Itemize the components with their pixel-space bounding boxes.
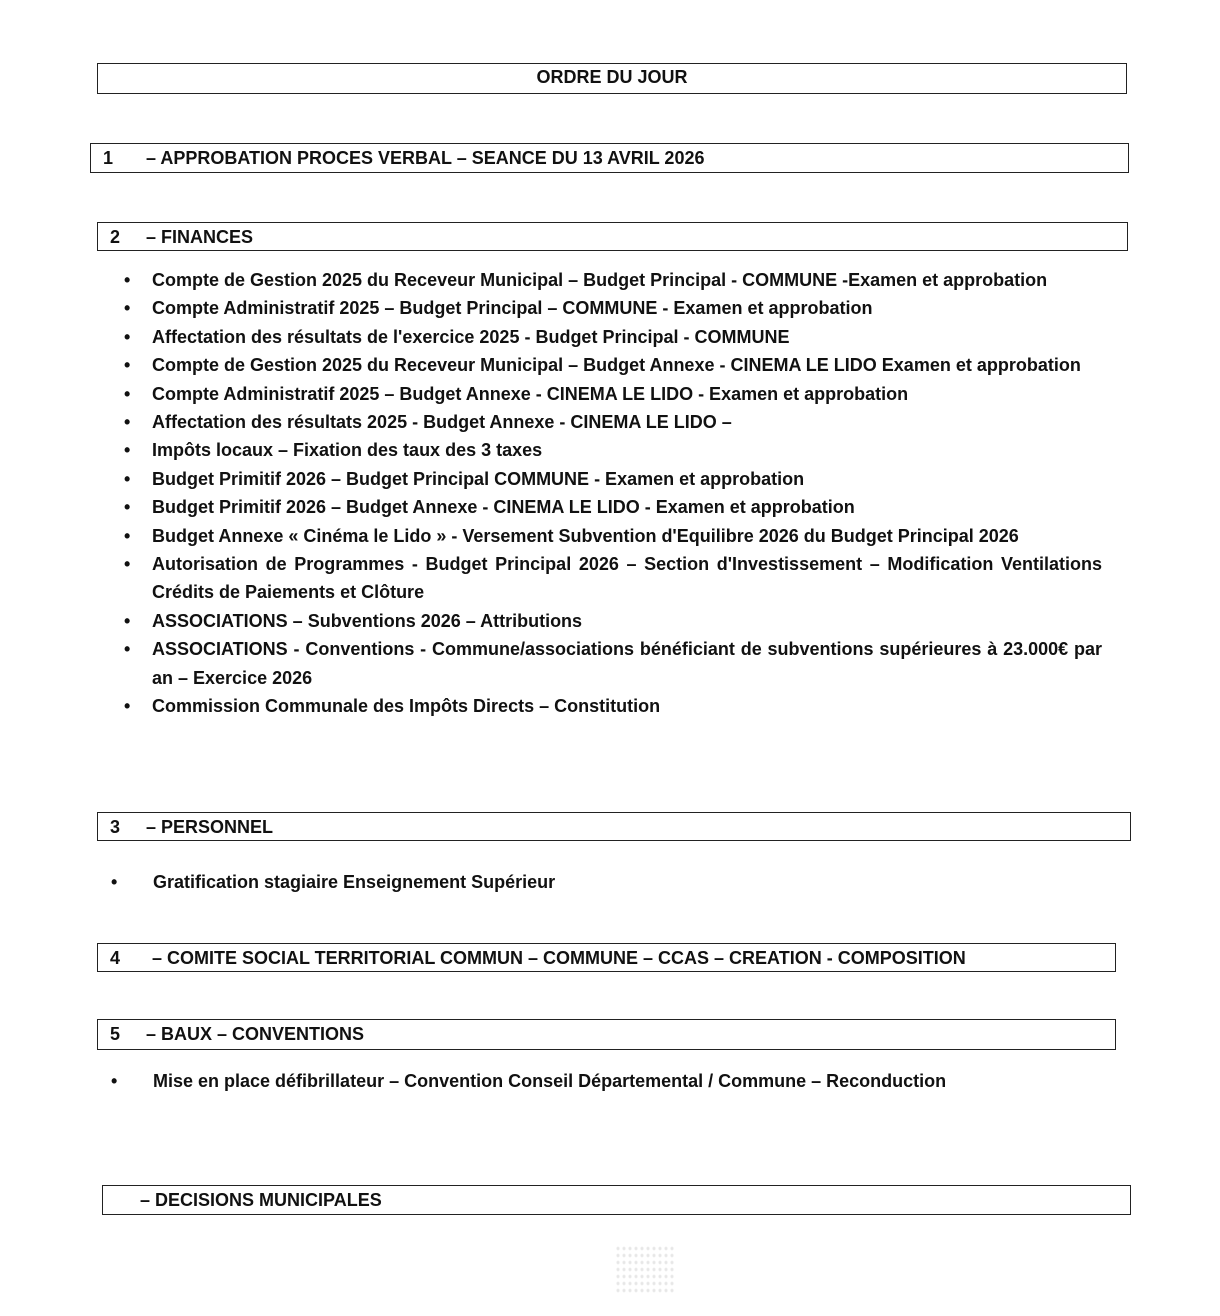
list-item: • ASSOCIATIONS – Subventions 2026 – Attributions xyxy=(152,607,1102,635)
list-item: • ASSOCIATIONS - Conventions - Commune/associations bénéficiant de subventions supérieures à 23.000€ par an – Exercice 2026 xyxy=(152,635,1102,692)
section-number: 1 xyxy=(103,148,114,168)
section-5-header xyxy=(97,1019,1116,1050)
list-item: • Gratification stagiaire Enseignement Supérieur xyxy=(153,872,555,893)
list-item: • Budget Primitif 2026 – Budget Annexe - CINEMA LE LIDO - Examen et approbation xyxy=(152,493,1102,521)
section-title: – PERSONNEL xyxy=(146,817,274,837)
section-title: – BAUX – CONVENTIONS xyxy=(146,1024,365,1044)
list-item: • Budget Primitif 2026 – Budget Principal COMMUNE - Examen et approbation xyxy=(152,465,1102,493)
section-title: – APPROBATION PROCES VERBAL – SEANCE DU 13 AVRIL 2026 xyxy=(146,148,705,168)
list-item: • Compte Administratif 2025 – Budget Principal – COMMUNE - Examen et approbation xyxy=(152,294,1102,322)
list-item: • Affectation des résultats de l'exercice 2025 - Budget Principal - COMMUNE xyxy=(152,323,1102,351)
list-item: • Budget Annexe « Cinéma le Lido » - Versement Subvention d'Equilibre 2026 du Budget Principal 2026 xyxy=(152,522,1102,550)
list-item: • Compte de Gestion 2025 du Receveur Municipal – Budget Annexe - CINEMA LE LIDO Examen et approbation xyxy=(152,351,1102,379)
section-number: 2 xyxy=(110,227,121,247)
list-item: • Autorisation de Programmes - Budget Principal 2026 – Section d'Investissement – Modification Ventilations Crédits de Paiements et Clôture xyxy=(152,550,1102,607)
section-2-header xyxy=(97,222,1128,251)
section-4-header xyxy=(97,943,1116,972)
section-3-header xyxy=(97,812,1131,841)
finances-list xyxy=(152,266,1102,721)
page-title: ORDRE DU JOUR xyxy=(536,67,688,87)
list-item: • Compte Administratif 2025 – Budget Annexe - CINEMA LE LIDO - Examen et approbation xyxy=(152,380,1102,408)
agenda-title-box xyxy=(97,63,1127,94)
section-number: 5 xyxy=(110,1024,121,1044)
list-item: • Impôts locaux – Fixation des taux des 3 taxes xyxy=(152,436,1102,464)
section-title: – DECISIONS MUNICIPALES xyxy=(140,1190,382,1210)
section-1-header xyxy=(90,143,1129,173)
scan-artifact xyxy=(615,1245,675,1295)
list-item: • Affectation des résultats 2025 - Budget Annexe - CINEMA LE LIDO – xyxy=(152,408,1102,436)
section-number: 4 xyxy=(110,948,121,968)
section-number: 3 xyxy=(110,817,121,837)
section-6-header xyxy=(102,1185,1131,1215)
section-title: – FINANCES xyxy=(146,227,254,247)
list-item: • Commission Communale des Impôts Directs – Constitution xyxy=(152,692,1102,720)
list-item: • Mise en place défibrillateur – Convention Conseil Départemental / Commune – Reconduction xyxy=(153,1071,946,1092)
list-item: • Compte de Gestion 2025 du Receveur Municipal – Budget Principal - COMMUNE -Examen et approbation xyxy=(152,266,1102,294)
section-title: – COMITE SOCIAL TERRITORIAL COMMUN – COMMUNE – CCAS – CREATION - COMPOSITION xyxy=(152,948,966,968)
